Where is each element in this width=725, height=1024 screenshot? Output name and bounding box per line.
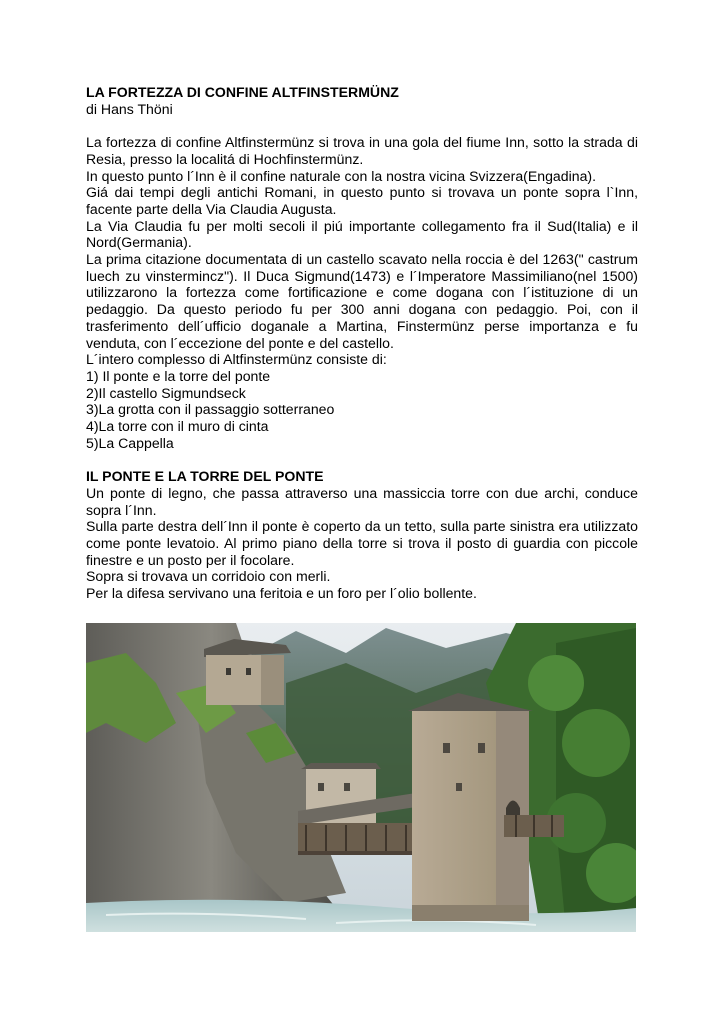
list-item: 2)Il castello Sigmundseck: [86, 384, 246, 401]
paragraph: Giá dai tempi degli antichi Romani, in questo punto si trovava un ponte sopra l`Inn, facente parte della Via Claudia Augusta.: [86, 184, 638, 217]
paragraph: L´intero complesso di Altfinstermünz consiste di:: [86, 351, 387, 368]
author-line: di Hans Thöni: [86, 100, 173, 117]
complex-list: [86, 368, 638, 452]
paragraph: In questo punto l´Inn è il confine naturale con la nostra vicina Svizzera(Engadina).: [86, 167, 597, 184]
list-item: 4)La torre con il muro di cinta: [86, 418, 269, 435]
document-body: [86, 84, 638, 602]
list-item: 3)La grotta con il passaggio sotterraneo: [86, 401, 335, 418]
paragraph: Sopra si trovava un corridoio con merli.: [86, 568, 331, 585]
paragraph: Per la difesa servivano una feritoia e un foro per l´olio bollente.: [86, 585, 477, 602]
spacer: [86, 451, 638, 468]
document-title: LA FORTEZZA DI CONFINE ALTFINSTERMÜNZ: [86, 84, 399, 100]
list-item: 1) Il ponte e la torre del ponte: [86, 367, 271, 384]
fortress-photo-drawing: [86, 623, 636, 932]
section-heading: IL PONTE E LA TORRE DEL PONTE: [86, 468, 324, 485]
paragraph: La Via Claudia fu per molti secoli il piú importante collegamento fra il Sud(Italia) e il Nord(Germania).: [86, 217, 638, 251]
paragraph: Un ponte di legno, che passa attraverso una massiccia torre con due archi, conduce sopra l´Inn.: [86, 484, 638, 518]
spacer: [86, 117, 638, 134]
fortress-photo: [86, 623, 636, 932]
paragraph: Sulla parte destra dell´Inn il ponte è coperto da un tetto, sulla parte sinistra era utilizzato come ponte levatoio. Al primo piano della torre si trova il posto di guardia con piccole finestre e un posto per il focolare.: [86, 518, 638, 568]
list-item: 5)La Cappella: [86, 434, 174, 451]
paragraph: La prima citazione documentata di un castello scavato nella roccia è del 1263(" castrum luech zu vinstermincz"). Il Duca Sigmund(1473) e l´Imperatore Massimiliano(nel 1500) utilizzarono la fortezza come fortificazione e come dogana con l´istituzione di un pedaggio. Da questo periodo fu per 300 anni dogana con pedaggio. Poi, con il trasferimento dell´ufficio doganale a Martina, Finstermünz perse importanza e fu venduta, con l´eccezione del ponte e del castello.: [86, 251, 638, 351]
paragraph: La fortezza di confine Altfinstermünz si trova in una gola del fiume Inn, sotto la strada di Resia, presso la localitá di Hochfinstermünz.: [86, 134, 638, 167]
